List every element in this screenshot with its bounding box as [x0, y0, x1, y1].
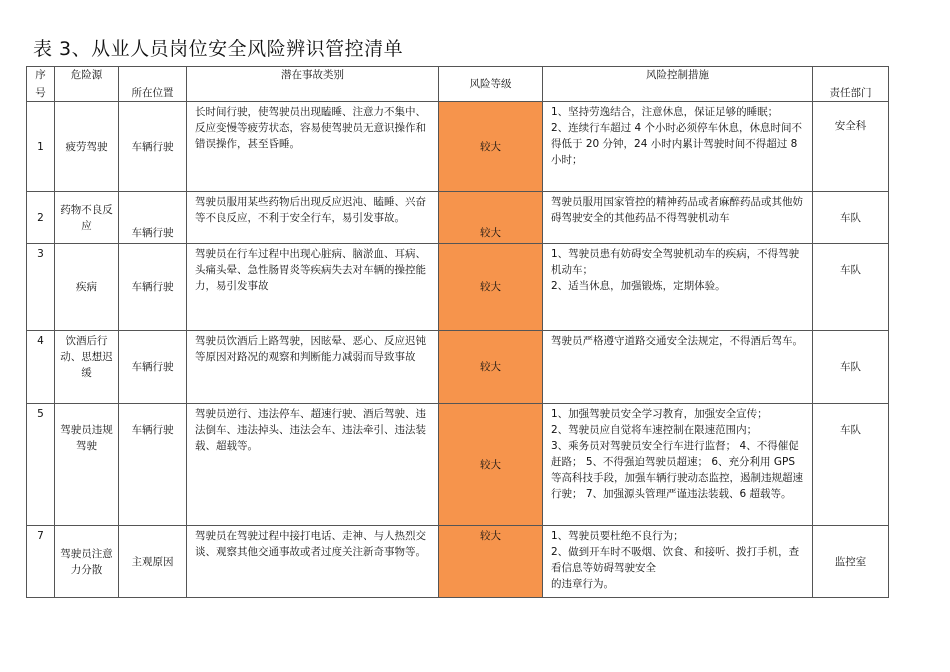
- row-control: 1、加强驾驶员安全学习教育，加强安全宣传； 2、驾驶员应自觉将车速控制在限速范围内； 3、乘务员对驾驶员安全行车进行监督； 4、不得催促赶路； 5、不得强迫驾驶员超速； 6、充分利用 GPS 等高科技手段，加强车辆行驶动态监控，遏制违规超速行驶； 7、加强源头管理严谨违法装载、6 超载等。: [543, 404, 813, 526]
- row-risk-level: 较大: [439, 102, 543, 192]
- row-risk-level: 较大: [439, 526, 543, 598]
- header-department: 责任部门: [813, 67, 889, 102]
- row-seq: 5: [27, 404, 55, 526]
- row-risk-level: 较大: [439, 331, 543, 404]
- header-seq: 序 号: [27, 67, 55, 102]
- table-row: [27, 404, 889, 526]
- row-seq: 7: [27, 526, 55, 598]
- row-hazard: 饮酒后行动、思想迟缓: [55, 331, 119, 404]
- risk-control-table: [26, 66, 889, 598]
- header-hazard: 危险源: [55, 67, 119, 102]
- page-title: 表 3、从业人员岗位安全风险辨识管控清单: [33, 38, 404, 60]
- header-accident: 潜在事故类别: [187, 67, 439, 102]
- row-seq: 1: [27, 102, 55, 192]
- row-control: 驾驶员服用国家管控的精神药品或者麻醉药品或其他妨碍驾驶安全的其他药品不得驾驶机动车: [543, 192, 813, 244]
- row-accident: 驾驶员在驾驶过程中接打电话、走神、与人热烈交谈、观察其他交通事故或者过度关注新奇事物等。: [187, 526, 439, 598]
- table-row: [27, 526, 889, 598]
- row-seq: 4: [27, 331, 55, 404]
- table-header-row: [27, 67, 889, 102]
- row-department: 车队: [813, 192, 889, 244]
- row-location: 车辆行驶: [119, 331, 187, 404]
- row-accident: 长时间行驶，使驾驶员出现瞌睡、注意力不集中、反应变慢等疲劳状态，容易使驾驶员无意识操作和错误操作，甚至昏睡。: [187, 102, 439, 192]
- row-accident: 驾驶员在行车过程中出现心脏病、脑淤血、耳病、头痛头晕、急性肠胃炎等疾病失去对车辆的操控能力，易引发事故: [187, 244, 439, 331]
- row-department: 车队: [813, 331, 889, 404]
- row-control: 1、坚持劳逸结合，注意休息，保证足够的睡眠； 2、连续行车超过 4 个小时必须停车休息，休息时间不得低于 20 分钟，24 小时内累计驾驶时间不得超过 8 小时；: [543, 102, 813, 192]
- header-location: 所在位置: [119, 67, 187, 102]
- row-control: 驾驶员严格遵守道路交通安全法规定，不得酒后驾车。: [543, 331, 813, 404]
- row-location: 车辆行驶: [119, 244, 187, 331]
- row-accident: 驾驶员服用某些药物后出现反应迟沌、瞌睡、兴奋等不良反应，不利于安全行车，易引发事故。: [187, 192, 439, 244]
- header-risk-level: 风险等级: [439, 67, 543, 102]
- row-risk-level: 较大: [439, 244, 543, 331]
- row-location: 主观原因: [119, 526, 187, 598]
- row-hazard: 驾驶员注意力分散: [55, 526, 119, 598]
- table-row: [27, 244, 889, 331]
- table-row: [27, 192, 889, 244]
- row-accident: 驾驶员饮酒后上路驾驶，因眩晕、恶心、反应迟钝等原因对路况的观察和判断能力减弱而导致事故: [187, 331, 439, 404]
- row-department: 安全科: [813, 102, 889, 192]
- row-department: 车队: [813, 244, 889, 331]
- row-department: 监控室: [813, 526, 889, 598]
- row-hazard: 驾驶员违规驾驶: [55, 404, 119, 526]
- row-control: 1、驾驶员要杜绝不良行为； 2、做到开车时不吸烟、饮食、和接听、拨打手机，查看信息等妨碍驾驶安全 的违章行为。: [543, 526, 813, 598]
- row-location: 车辆行驶: [119, 192, 187, 244]
- row-accident: 驾驶员逆行、违法停车、超速行驶、酒后驾驶、违法倒车、违法掉头、违法会车、违法牵引、违法装载、超载等。: [187, 404, 439, 526]
- header-control: 风险控制措施: [543, 67, 813, 102]
- table-row: [27, 331, 889, 404]
- row-hazard: 疲劳驾驶: [55, 102, 119, 192]
- row-seq: 2: [27, 192, 55, 244]
- row-risk-level: 较大: [439, 192, 543, 244]
- row-hazard: 药物不良反应: [55, 192, 119, 244]
- row-hazard: 疾病: [55, 244, 119, 331]
- row-seq: 3: [27, 244, 55, 331]
- row-control: 1、驾驶员患有妨碍安全驾驶机动车的疾病，不得驾驶机动车； 2、适当休息，加强锻炼，定期体验。: [543, 244, 813, 331]
- row-location: 车辆行驶: [119, 102, 187, 192]
- row-location: 车辆行驶: [119, 404, 187, 526]
- row-department: 车队: [813, 404, 889, 526]
- table-row: [27, 102, 889, 192]
- row-risk-level: 较大: [439, 404, 543, 526]
